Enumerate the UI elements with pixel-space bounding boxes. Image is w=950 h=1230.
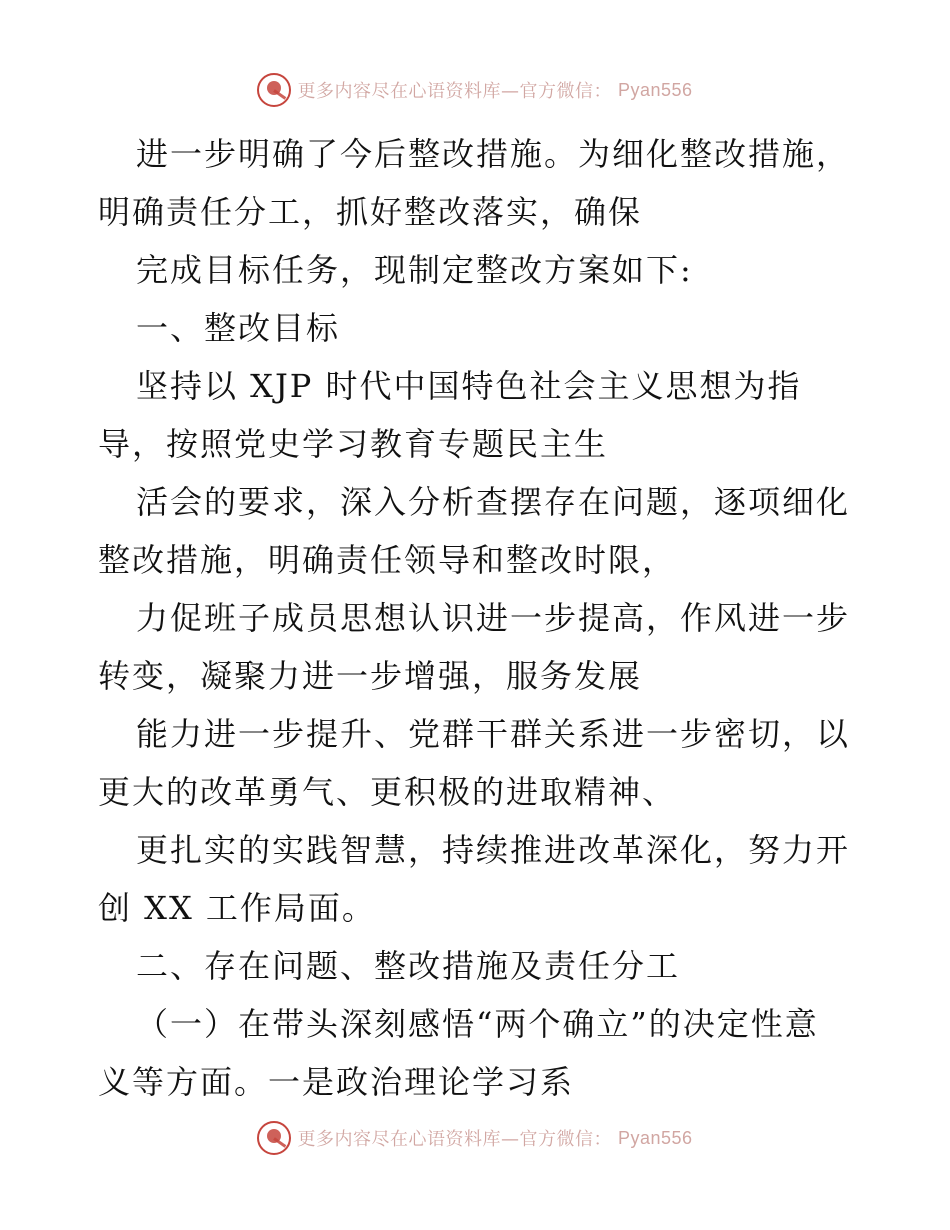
quill-logo-icon [257,73,291,107]
text-line: 完成目标任务，现制定整改方案如下: [136,251,693,289]
watermark-text: 更多内容尽在心语资料库—官方微信： [297,81,612,102]
watermark-header [0,70,950,110]
text-line: 能力进一步提升、党群干群关系进一步密切，以 [136,715,851,753]
watermark-wechat-id: Pyan556 [617,1127,693,1148]
text-line: 转变，凝聚力进一步增强，服务发展 [98,657,643,695]
watermark-text: 更多内容尽在心语资料库—官方微信： [297,1129,612,1150]
section-heading: 一、整改目标 [136,309,341,347]
text-line: 更大的改革勇气、更积极的进取精神、 [98,773,677,811]
text-line: 整改措施，明确责任领导和整改时限， [98,541,677,579]
text-line: 进一步明确了今后整改措施。为细化整改措施， [136,135,851,173]
section-heading: 二、存在问题、整改措施及责任分工 [136,947,681,985]
text-line: 导，按照党史学习教育专题民主生 [98,425,609,463]
document-body [98,125,858,1111]
text-line: 力促班子成员思想认识进一步提高，作风进一步 [136,599,851,637]
text-line: 活会的要求，深入分析查摆存在问题，逐项细化 [136,483,851,521]
text-line: 更扎实的实践智慧，持续推进改革深化，努力开 [136,831,851,869]
quill-logo-icon [257,1121,291,1155]
text-line: 创 XX 工作局面。 [98,889,376,927]
text-line: 明确责任分工，抓好整改落实，确保 [98,193,643,231]
text-line: 义等方面。一是政治理论学习系 [98,1063,575,1101]
watermark-footer [0,1118,950,1158]
watermark-wechat-id: Pyan556 [617,79,693,100]
text-line: 坚持以 XJP 时代中国特色社会主义思想为指 [136,367,802,405]
subsection-heading: （一）在带头深刻感悟“两个确立”的决定性意 [136,1005,819,1043]
